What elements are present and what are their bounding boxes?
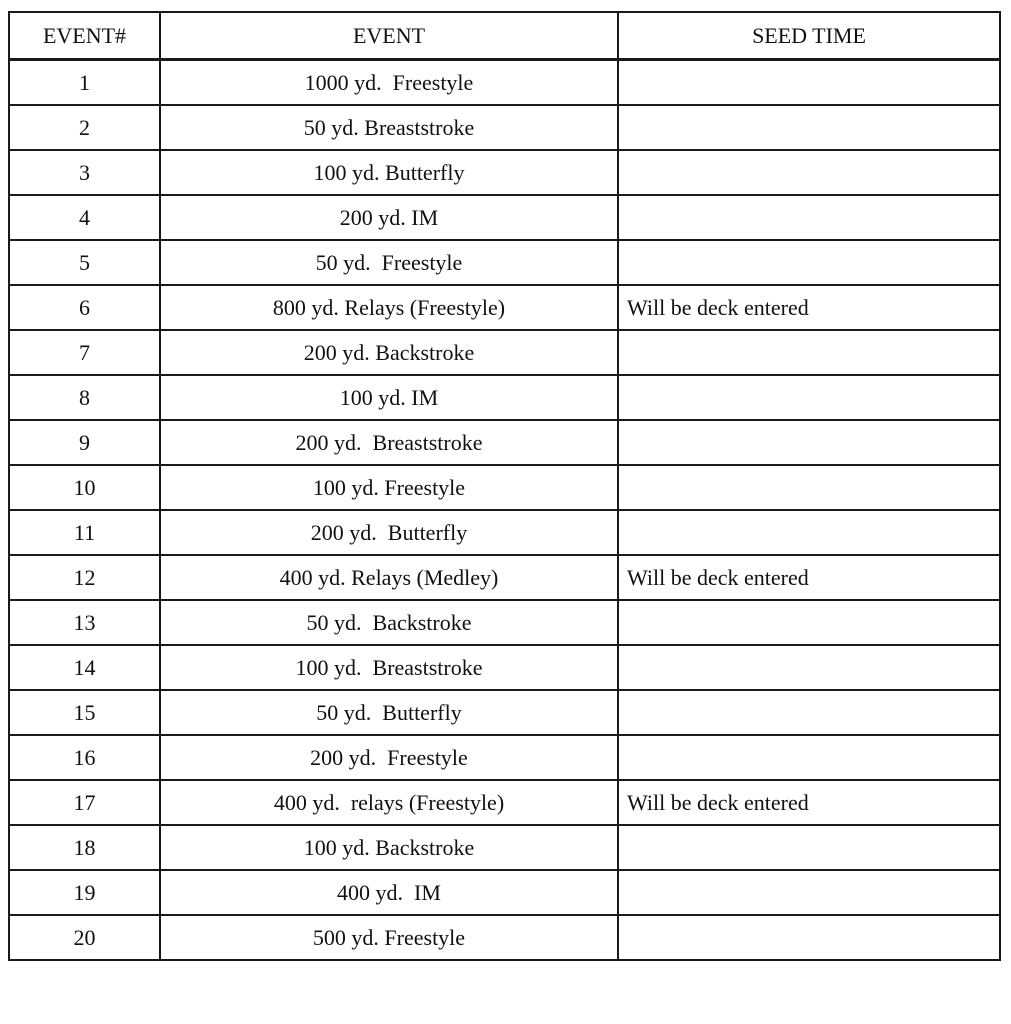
event-number-cell: 6 bbox=[9, 285, 160, 330]
table-row bbox=[9, 600, 1000, 645]
seed-time-cell bbox=[618, 240, 1000, 285]
event-number-cell: 10 bbox=[9, 465, 160, 510]
seed-time-cell bbox=[618, 150, 1000, 195]
event-name-cell: 400 yd. IM bbox=[160, 870, 618, 915]
event-number-cell: 1 bbox=[9, 60, 160, 106]
event-number-cell: 14 bbox=[9, 645, 160, 690]
event-name-cell: 200 yd. Backstroke bbox=[160, 330, 618, 375]
event-number-cell: 17 bbox=[9, 780, 160, 825]
event-name-cell: 200 yd. Breaststroke bbox=[160, 420, 618, 465]
seed-time-cell bbox=[618, 645, 1000, 690]
event-name-cell: 400 yd. Relays (Medley) bbox=[160, 555, 618, 600]
event-number-cell: 3 bbox=[9, 150, 160, 195]
header-event-number: EVENT# bbox=[9, 12, 160, 60]
seed-time-cell: Will be deck entered bbox=[618, 285, 1000, 330]
event-name-cell: 50 yd. Backstroke bbox=[160, 600, 618, 645]
table-row bbox=[9, 285, 1000, 330]
event-number-cell: 7 bbox=[9, 330, 160, 375]
event-name-cell: 50 yd. Breaststroke bbox=[160, 105, 618, 150]
event-number-cell: 13 bbox=[9, 600, 160, 645]
seed-time-cell bbox=[618, 105, 1000, 150]
event-number-cell: 16 bbox=[9, 735, 160, 780]
event-name-cell: 100 yd. Breaststroke bbox=[160, 645, 618, 690]
seed-time-cell bbox=[618, 825, 1000, 870]
event-name-cell: 400 yd. relays (Freestyle) bbox=[160, 780, 618, 825]
event-number-cell: 12 bbox=[9, 555, 160, 600]
event-number-cell: 9 bbox=[9, 420, 160, 465]
event-name-cell: 100 yd. Backstroke bbox=[160, 825, 618, 870]
seed-time-cell bbox=[618, 735, 1000, 780]
table-row bbox=[9, 195, 1000, 240]
event-name-cell: 200 yd. Freestyle bbox=[160, 735, 618, 780]
event-number-cell: 15 bbox=[9, 690, 160, 735]
table-row bbox=[9, 330, 1000, 375]
table-row bbox=[9, 870, 1000, 915]
table-row bbox=[9, 375, 1000, 420]
seed-time-cell bbox=[618, 510, 1000, 555]
event-number-cell: 11 bbox=[9, 510, 160, 555]
table-body bbox=[9, 60, 1000, 961]
table-row bbox=[9, 105, 1000, 150]
seed-time-cell bbox=[618, 690, 1000, 735]
event-name-cell: 100 yd. IM bbox=[160, 375, 618, 420]
event-name-cell: 200 yd. IM bbox=[160, 195, 618, 240]
table-row bbox=[9, 510, 1000, 555]
event-number-cell: 18 bbox=[9, 825, 160, 870]
table-row bbox=[9, 150, 1000, 195]
table-row bbox=[9, 240, 1000, 285]
event-number-cell: 2 bbox=[9, 105, 160, 150]
table-header bbox=[9, 12, 1000, 60]
event-name-cell: 50 yd. Freestyle bbox=[160, 240, 618, 285]
seed-time-cell: Will be deck entered bbox=[618, 555, 1000, 600]
table-row bbox=[9, 690, 1000, 735]
table-row bbox=[9, 780, 1000, 825]
seed-time-cell bbox=[618, 870, 1000, 915]
event-name-cell: 100 yd. Freestyle bbox=[160, 465, 618, 510]
seed-time-cell bbox=[618, 195, 1000, 240]
event-name-cell: 200 yd. Butterfly bbox=[160, 510, 618, 555]
header-row bbox=[9, 12, 1000, 60]
event-number-cell: 4 bbox=[9, 195, 160, 240]
event-name-cell: 500 yd. Freestyle bbox=[160, 915, 618, 960]
seed-time-cell bbox=[618, 375, 1000, 420]
table-row bbox=[9, 915, 1000, 960]
table-row bbox=[9, 645, 1000, 690]
seed-time-cell bbox=[618, 915, 1000, 960]
event-name-cell: 50 yd. Butterfly bbox=[160, 690, 618, 735]
table-row bbox=[9, 60, 1000, 106]
seed-time-cell bbox=[618, 60, 1000, 106]
event-name-cell: 1000 yd. Freestyle bbox=[160, 60, 618, 106]
event-name-cell: 800 yd. Relays (Freestyle) bbox=[160, 285, 618, 330]
seed-time-cell bbox=[618, 600, 1000, 645]
table-row bbox=[9, 465, 1000, 510]
header-seed-time: SEED TIME bbox=[618, 12, 1000, 60]
event-number-cell: 8 bbox=[9, 375, 160, 420]
table-row bbox=[9, 555, 1000, 600]
event-number-cell: 5 bbox=[9, 240, 160, 285]
event-name-cell: 100 yd. Butterfly bbox=[160, 150, 618, 195]
header-event: EVENT bbox=[160, 12, 618, 60]
event-number-cell: 19 bbox=[9, 870, 160, 915]
events-table bbox=[8, 11, 1001, 961]
seed-time-cell bbox=[618, 465, 1000, 510]
table-row bbox=[9, 735, 1000, 780]
table-row bbox=[9, 420, 1000, 465]
seed-time-cell: Will be deck entered bbox=[618, 780, 1000, 825]
seed-time-cell bbox=[618, 330, 1000, 375]
table-row bbox=[9, 825, 1000, 870]
seed-time-cell bbox=[618, 420, 1000, 465]
event-number-cell: 20 bbox=[9, 915, 160, 960]
